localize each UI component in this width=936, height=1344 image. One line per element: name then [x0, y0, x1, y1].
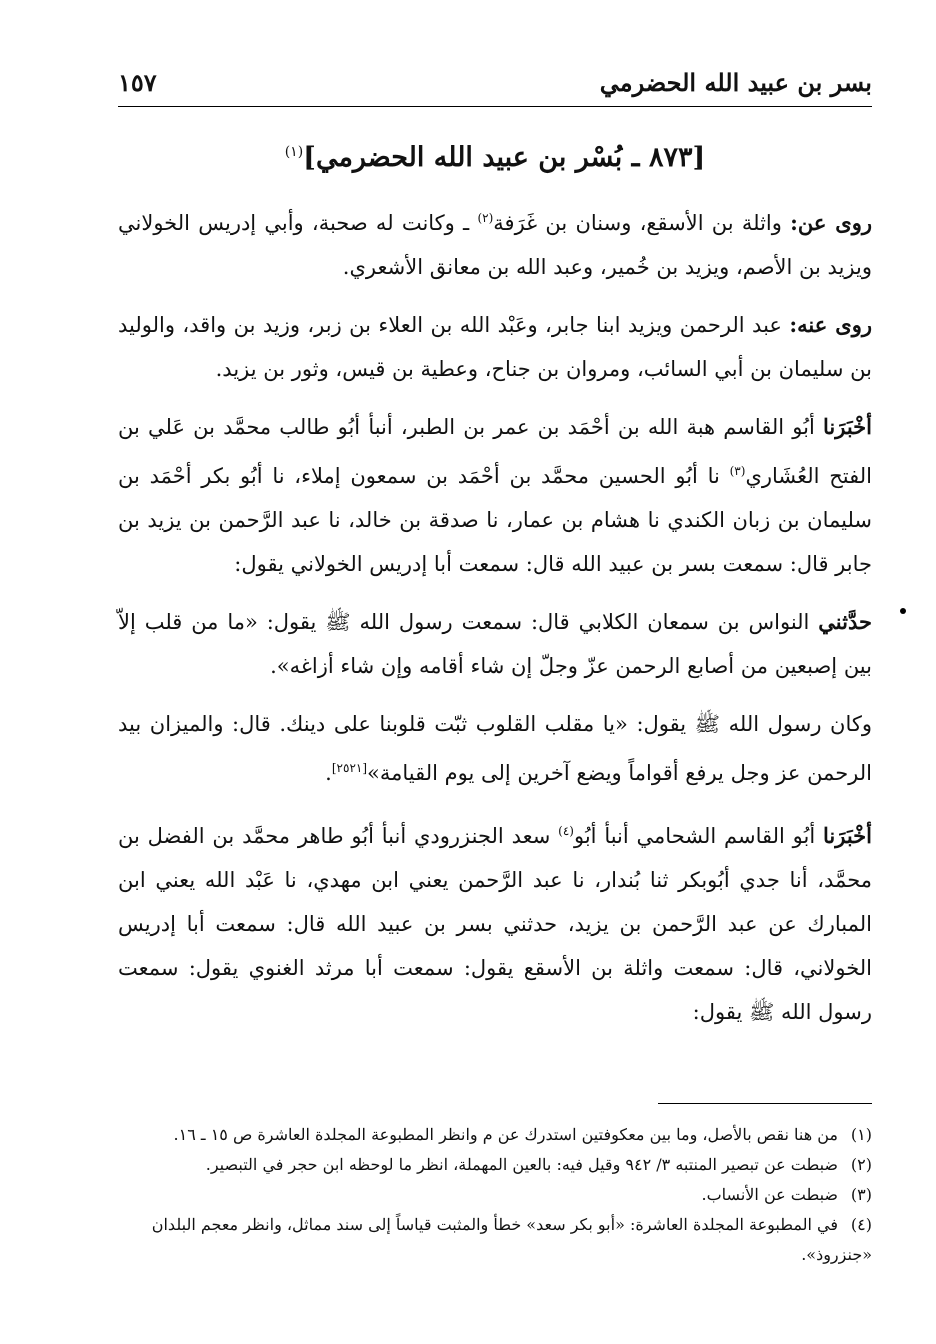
- paragraph-text: أبُو القاسم هبة الله بن أحْمَد بن عمر بن الطبر، أنبأ أبُو طالب محمَّد بن عَلي بن الفتح العُشَاري: [118, 415, 873, 488]
- margin-dot: [900, 608, 906, 614]
- paragraph-text: أبُو القاسم الشحامي أنبأ أبُو: [573, 824, 824, 848]
- footnote: [118, 1150, 872, 1180]
- footnote: [118, 1210, 872, 1270]
- paragraph-lead: أخْبَرَنا: [823, 414, 872, 439]
- running-title: بسر بن عبيد الله الحضرمي: [599, 68, 872, 97]
- footnote-ref: (٤): [558, 824, 574, 838]
- paragraph-text: واثلة بن الأسقع، وسنان بن غَرَفة: [493, 211, 791, 235]
- footnote-number: (٢): [850, 1155, 872, 1174]
- paragraph-text: عبد الرحمن ويزيد ابنا جابر، وعَبْد الله بن العلاء بن زبر، وزيد بن واقد، والوليد بن سليمان بن أبي السائب، ومروان بن جناح، وعطية بن قيس، وثور بن يزيد.: [118, 313, 872, 381]
- body-text: [118, 196, 872, 1048]
- footnote-number: (٤): [850, 1215, 872, 1234]
- footnote-text: من هنا نقص بالأصل، وما بين معكوفتين استدرك عن م وانظر المطبوعة المجلدة العاشرة ص ١٥ ـ ١٦.: [173, 1125, 838, 1144]
- paragraph-text: نا أبُو الحسين محمَّد بن أحْمَد بن سمعون إملاء، نا أبُو بكر أحْمَد بن سليمان بن زبان الكندي نا هشام بن عمار، نا صدقة بن خالد، نا عبد الرَّحمن بن يزيد بن جابر قال: سمعت بسر بن عبيد الله قال: سمعت أبا إدريس الخولاني يقول:: [118, 464, 872, 576]
- footnotes: [118, 1120, 872, 1270]
- footnote-number: (٣): [850, 1185, 872, 1204]
- paragraph-text: وكان رسول الله ﷺ يقول: «يا مقلب القلوب ثبّت قلوبنا على دينك. قال: والميزان بيد الرحمن عز وجل يرفع أقواماً ويضع آخرين إلى يوم القيامة»: [118, 712, 872, 785]
- footnote: [118, 1120, 872, 1150]
- footnote-text: ضبطت عن تبصير المنتبه ٣/ ٩٤٢ وقيل فيه: بالعين المهملة، انظر ما لوحظه ابن حجر في التبصير.: [205, 1155, 838, 1174]
- footnote-number: (١): [850, 1125, 872, 1144]
- paragraph: [118, 702, 872, 795]
- footnote-ref: (٢): [477, 211, 494, 225]
- paragraph: [118, 405, 872, 586]
- paragraph-text: النواس بن سمعان الكلابي قال: سمعت رسول الله ﷺ يقول: «ما من قلب إلاّ بين إصبعين من أصابع الرحمن عزّ وجلّ إن شاء أقامه وإن شاء أزاغه».: [118, 610, 872, 678]
- footnote: [118, 1180, 872, 1210]
- footnote-ref: (٣): [729, 464, 746, 478]
- running-header: [118, 62, 872, 107]
- paragraph: [118, 303, 872, 391]
- paragraph-lead: روى عن:: [790, 210, 872, 235]
- entry-title-footnote-ref: (١): [284, 144, 304, 160]
- paragraph-text: .: [325, 761, 332, 785]
- entry-title-text: [٨٧٣ ـ بُسْر بن عبيد الله الحضرمي]: [303, 142, 706, 173]
- footnote-text: في المطبوعة المجلدة العاشرة: «أبو بكر سعد» خطأ والمثبت قياساً إلى سند مماثل، وانظر معجم البلدان «جنزروذ».: [151, 1215, 872, 1264]
- footnote-divider: [658, 1103, 872, 1104]
- paragraph-lead: أخْبَرَنا: [823, 823, 872, 848]
- paragraph: [118, 809, 872, 1034]
- footnote-text: ضبطت عن الأنساب.: [701, 1185, 838, 1204]
- paragraph-lead: حدَّثني: [818, 609, 872, 634]
- paragraph-text: ـ وكانت له صحبة، وأبي إدريس الخولاني ويزيد بن الأصم، ويزيد بن خُمير، وعبد الله بن معانق الأشعري.: [118, 211, 872, 279]
- hadith-number: [٢٥٢١]: [331, 761, 368, 775]
- paragraph: [118, 196, 872, 289]
- paragraph-text: سعد الجنزرودي أنبأ أبُو طاهر محمَّد بن الفضل بن محمَّد، أنا جدي أبُوبكر ثنا بُندار، نا عبد الرَّحمن يعني ابن مهدي، نا عَبْد الله يعني ابن المبارك عن عبد الرَّحمن بن يزيد، حدثني بسر بن عبيد الله قال: سمعت أبا إدريس الخولاني، قال: سمعت واثلة بن الأسقع يقول: سمعت أبا مرثد الغنوي يقول: سمعت رسول الله ﷺ يقول:: [118, 824, 872, 1024]
- entry-title: [118, 142, 872, 173]
- paragraph: [118, 600, 872, 688]
- paragraph-lead: روى عنه:: [789, 312, 872, 337]
- page-number: ١٥٧: [118, 68, 157, 97]
